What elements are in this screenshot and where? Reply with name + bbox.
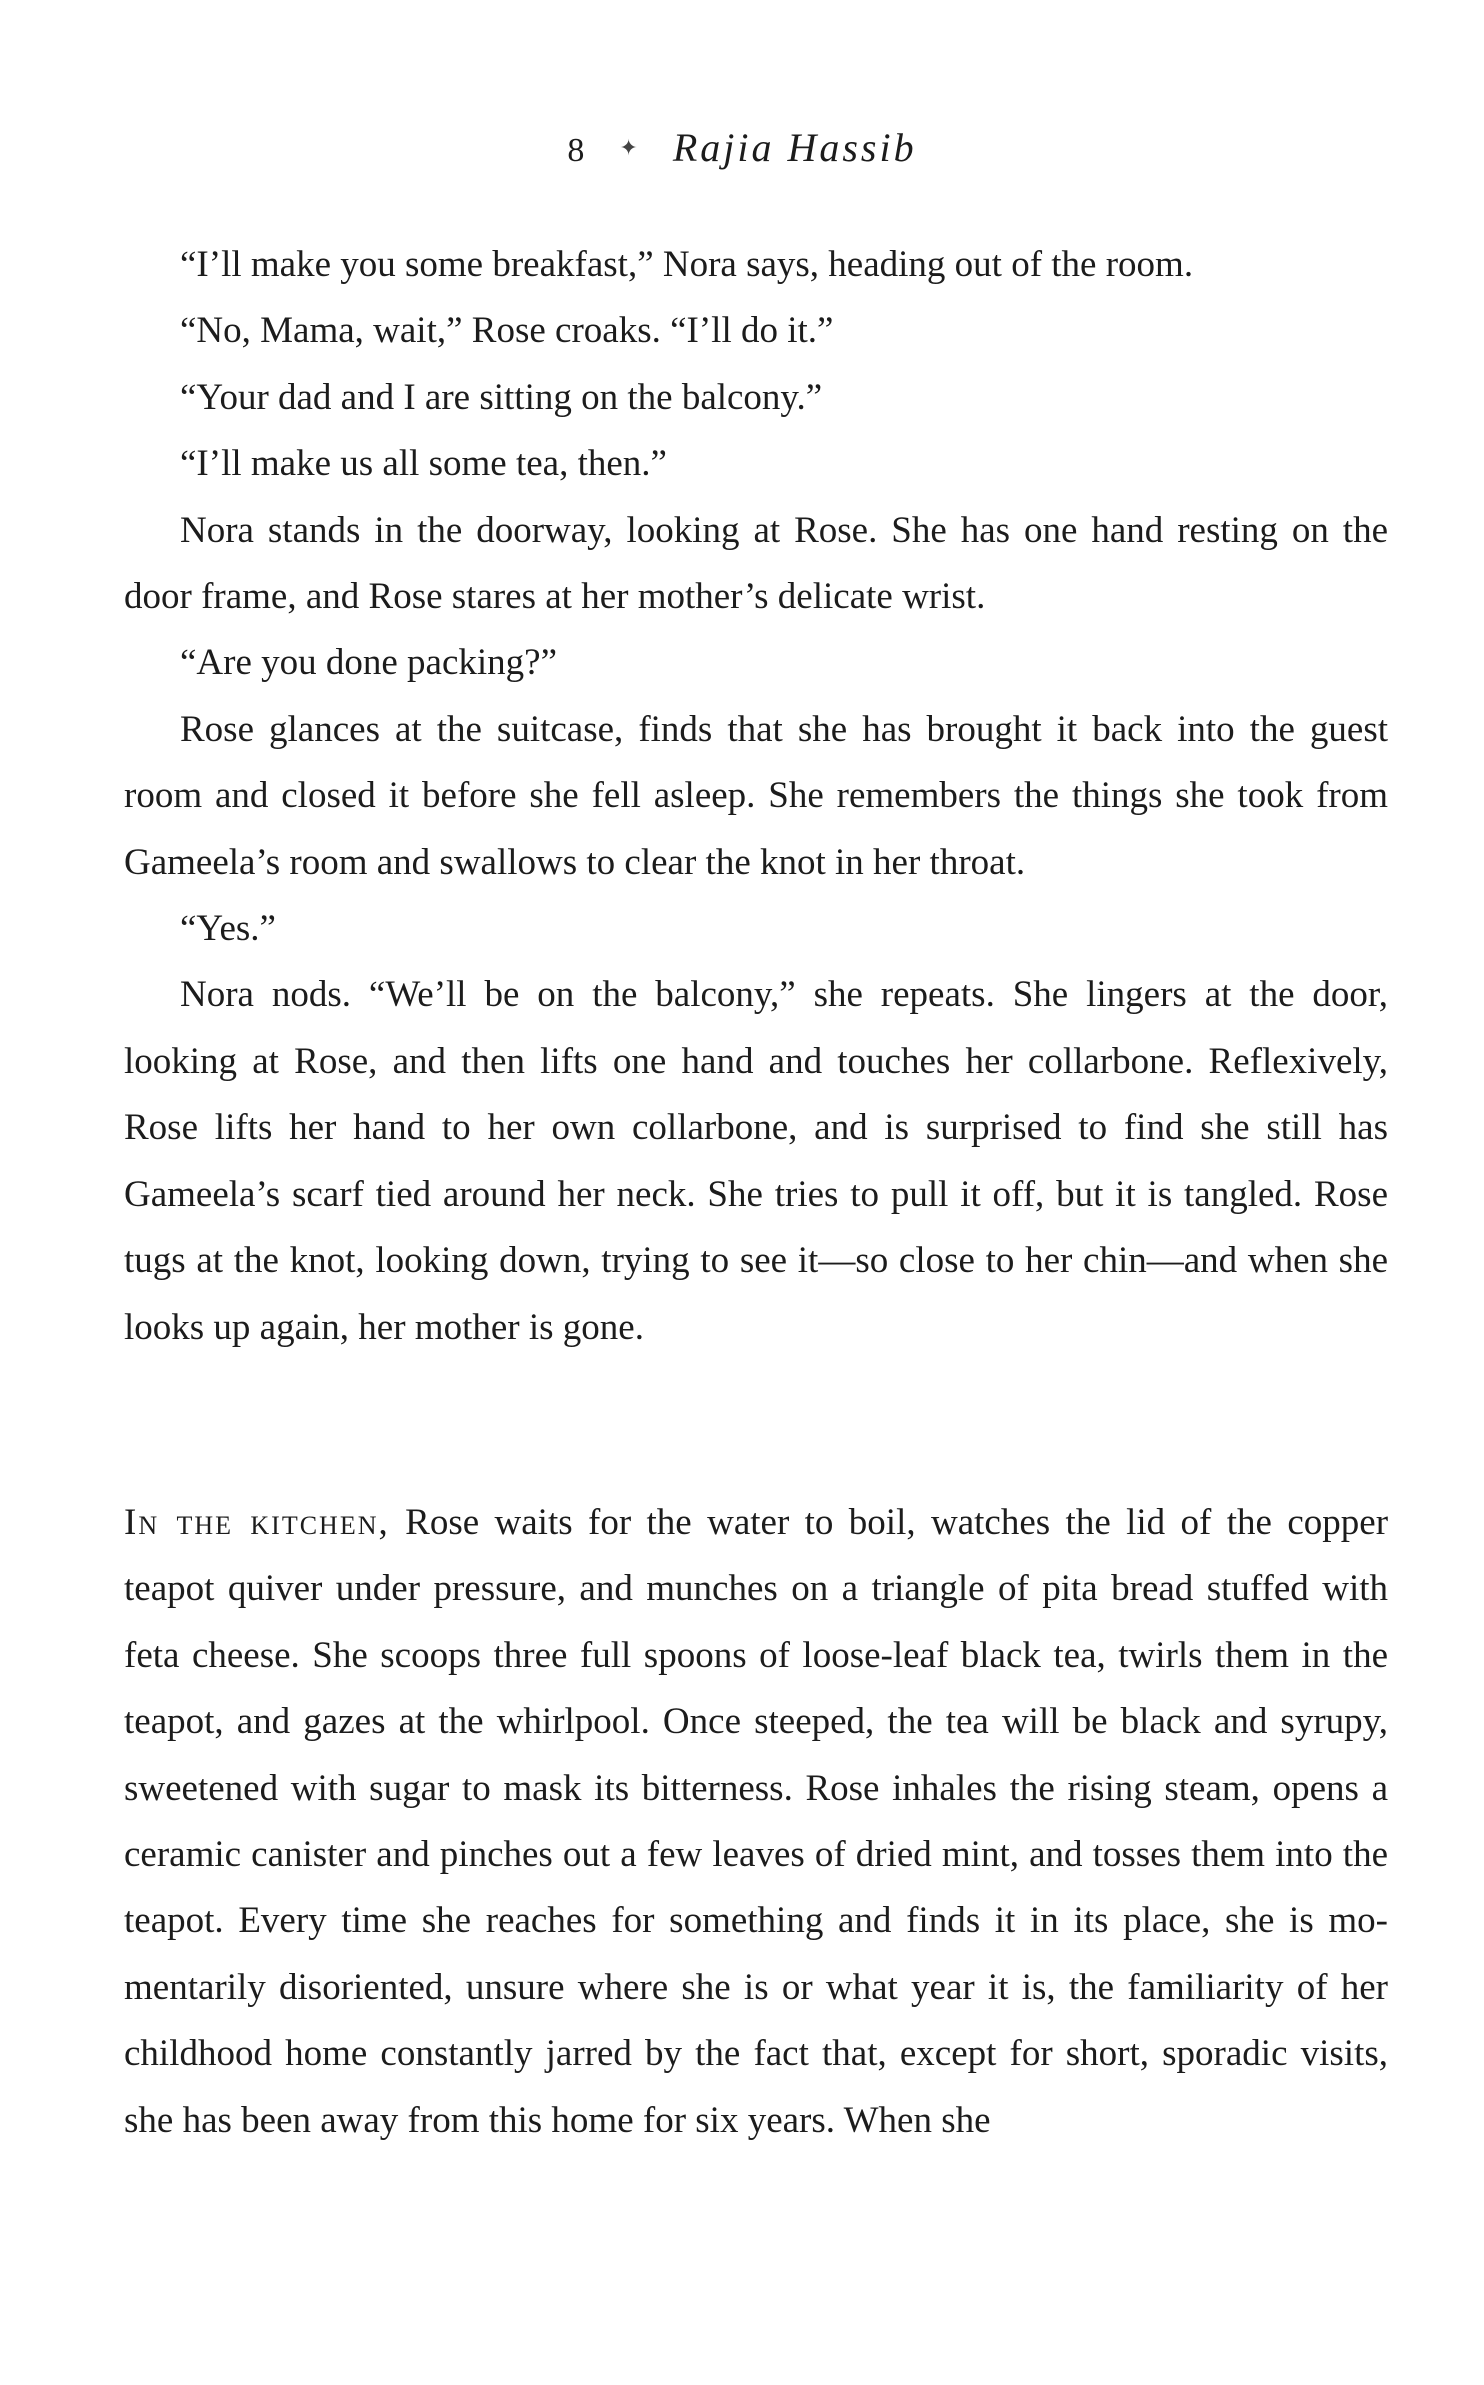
author-name: Rajia Hassib <box>672 125 917 170</box>
running-head <box>0 118 1484 181</box>
ornament-separator: ✦ <box>619 135 639 160</box>
page-number: 8 <box>567 132 586 169</box>
paragraph: Nora stands in the doorway, looking at Rose. She has one hand resting on the door frame, and Rose stares at her mother’s delicate wrist. <box>124 509 1388 618</box>
paragraph: “No, Mama, wait,” Rose croaks. “I’ll do it.” <box>180 310 834 352</box>
paragraph: “I’ll make you some breakfast,” Nora says, heading out of the room. <box>180 244 1194 285</box>
paragraph-body: Rose waits for the water to boil, watches the lid of the copper teapot quiver under pressure, and munches on a triangle of pita bread stuffed with feta cheese. She scoops three full spoons of loose-leaf black tea, twirls them in the teapot, and gazes at the whirlpool. Once steeped, the tea will be black and syrupy, sweetened with sugar to mask its bitterness. Rose inhales the rising steam, opens a ceramic canister and pinches out a few leaves of dried mint, and tosses them into the teapot. Every time she reaches for something and finds it in its place, she is momentarily disoriented, unsure where she is or what year it is, the familiarity of her childhood home constantly jarred by the fact that, except for short, sporadic visits, she has been away from this home for six years. When she <box>124 1502 1389 2141</box>
paragraph: Nora nods. “We’ll be on the balcony,” she repeats. She lingers at the door, looking at Rose, and then lifts one hand and touches her collarbone. Reflexively, Rose lifts her hand to her own collarbone, and is surprised to find she still has Gameela’s scarf tied around her neck. She tries to pull it off, but it is tangled. Rose tugs at the knot, looking down, trying to see it—so close to her chin—and when she looks up again, her mother is gone. <box>124 974 1388 1348</box>
paragraph: “I’ll make us all some tea, then.” <box>180 443 667 485</box>
paragraph: “Are you done packing?” <box>180 642 558 684</box>
section-one <box>124 232 1388 1361</box>
paragraph: “Your dad and I are sitting on the balcony.” <box>180 376 823 418</box>
paragraph: “Yes.” <box>180 908 276 950</box>
paragraph <box>124 1490 1388 2154</box>
paragraph: Rose glances at the suitcase, finds that she has brought it back into the guest room and closed it before she fell asleep. She remembers the things she took from Gameela’s room and swallows to clear the knot in her throat. <box>124 708 1388 883</box>
section-lead-in: In the kitchen, <box>124 1502 390 1543</box>
section-two <box>124 1490 1388 2154</box>
